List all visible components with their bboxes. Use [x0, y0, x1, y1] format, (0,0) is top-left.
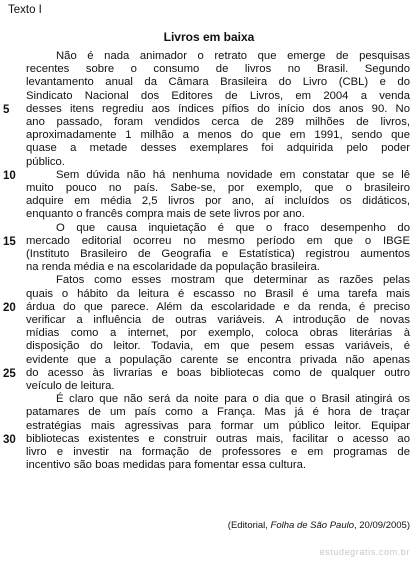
text-label: Texto I [8, 4, 42, 16]
text-line: livro e investir na formação de professores e em programas de [26, 446, 410, 458]
text-line: levantamento anual da Câmara Brasileira do Livro (CBL) e do [26, 76, 410, 89]
text-line: quais o hábito da leitura é escasso no Brasil é uma tarefa mais [26, 287, 410, 300]
text-line: Fatos como esses mostram que determinar as razões pelas [56, 274, 410, 287]
text-line: quase a metade desses exemplares foi adquirida pelo poder [26, 142, 410, 155]
article-title: Livros em baixa [163, 30, 255, 44]
citation-prefix: (Editorial, [227, 520, 271, 531]
text-line: (Instituto Brasileiro de Geografia e Estatística) registrou aumentos [26, 248, 410, 260]
text-line: verificar a influência de outras variáveis. A introdução de novas [26, 314, 410, 326]
text-line: evidente que a população carente se encontra privada não apenas [26, 353, 410, 366]
text-line: incentivo são boas medidas para fomentar essa cultura. [26, 459, 307, 472]
text-line: estratégias mais agressivas para formar um público leitor. Equipar [26, 419, 410, 432]
line-number: 30 [3, 433, 16, 446]
line-number: 20 [3, 301, 16, 314]
text-line: ano passado, foram vendidos cerca de 289 milhões de livros, [26, 116, 410, 128]
text-line: Sem dúvida não há nenhuma novidade em constatar que se lê [56, 168, 410, 181]
line-number: 15 [3, 235, 16, 248]
watermark: estudegratis.com.br [319, 547, 410, 557]
text-line: É claro que não será da noite para o dia que o Brasil atingirá os [56, 393, 410, 406]
line-number: 25 [3, 367, 16, 380]
text-line: bibliotecas existentes e construir outras mais, facilitar o acesso ao [26, 432, 410, 445]
text-line: público. [26, 155, 65, 168]
text-line: do acesso às livrarias e boas bibliotecas como de qualquer outro [26, 366, 410, 379]
text-line: mercado editorial ocorreu no mesmo período em que o IBGE [26, 234, 410, 247]
text-line: na renda média e na escolaridade da população brasileira. [26, 261, 320, 274]
text-line: recentes sobre o consumo de livros no Brasil. Segundo [26, 63, 410, 76]
text-line: aproximadamente 1 milhão a menos do que em 1991, sendo que [26, 129, 410, 142]
citation-source: Folha de São Paulo [270, 520, 354, 531]
text-line: O que causa inquietação é que o fraco desempenho do [56, 221, 410, 234]
text-line: desses itens regrediu aos índices pífios do início dos anos 90. No [26, 102, 410, 115]
text-line: disposição do leitor. Todavia, em que pesem essas variáveis, é [26, 340, 410, 353]
line-number: 10 [3, 169, 16, 182]
citation [228, 520, 410, 531]
line-number: 5 [3, 103, 10, 116]
text-line: muito pouco no país. Sabe-se, por exemplo, que o brasileiro [26, 182, 410, 194]
text-line: Sindicato Nacional dos Editores de Livros, em 2004 a venda [26, 89, 410, 102]
text-line: enquanto o francês compra mais de sete livros por ano. [26, 208, 305, 221]
text-line: mídias como a internet, por exemplo, coloca obras literárias à [26, 327, 410, 340]
citation-suffix: , 20/09/2005) [354, 520, 410, 531]
text-line: Não é nada animador o retrato que emerge de pesquisas [56, 50, 410, 62]
text-line: veículo de leitura. [26, 380, 115, 392]
text-line: árdua do que parece. Além da escolaridade e da renda, é preciso [26, 300, 410, 313]
text-line: patamares de um país como a França. Mas já é hora de traçar [26, 406, 410, 419]
text-line: adquire em média 2,5 livros por ano, aí incluídos os didáticos, [26, 195, 410, 208]
